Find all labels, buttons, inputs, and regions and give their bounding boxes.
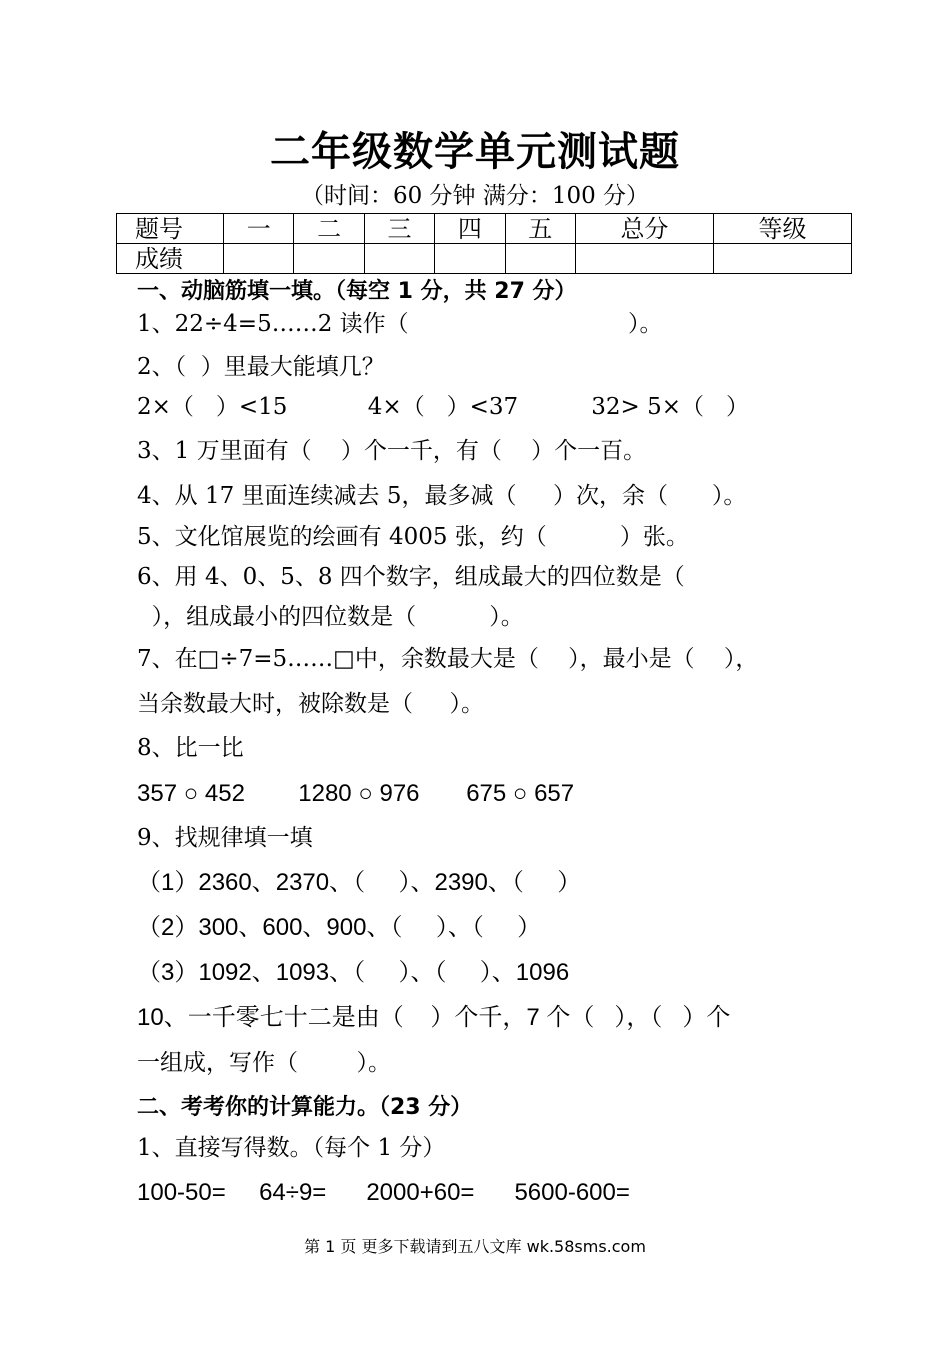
score-cell [505, 244, 575, 274]
score-cell [294, 244, 364, 274]
header-cell-total: 总分 [575, 214, 713, 244]
question-4: 4、从 17 里面连续减去 5，最多减（ ）次，余（ ）。 [137, 483, 747, 509]
question-2-items: 2×（ ）<15 4×（ ）<37 32> 5×（ ） [137, 394, 749, 420]
question-3: 3、1 万里面有（ ）个一千，有（ ）个一百。 [137, 438, 647, 464]
question-5: 5、文化馆展览的绘画有 4005 张，约（ ）张。 [137, 524, 689, 550]
header-cell-grade: 等级 [713, 214, 851, 244]
score-row-label: 成绩 [117, 244, 224, 274]
question-1: 1、22÷4=5……2 读作（ ）。 [137, 311, 663, 337]
score-table-score-row [117, 244, 852, 274]
question-10: 10、一千零七十二是由（ ）个千，7 个（ ），（ ）个 [137, 1004, 731, 1031]
question-8: 8、比一比 [137, 735, 244, 761]
calc-problems: 100-50= 64÷9= 2000+60= 5600-600= [137, 1179, 630, 1206]
score-cell [575, 244, 713, 274]
score-cell [435, 244, 505, 274]
question-9-3: （3）1092、1093、（ ）、（ ）、1096 [137, 959, 570, 986]
question-6-cont: ），组成最小的四位数是（ ）。 [137, 604, 524, 630]
exam-info: （时间：60 分钟 满分：100 分） [300, 183, 650, 209]
score-cell [364, 244, 434, 274]
score-table-header-row [117, 214, 852, 244]
question-9-1: （1）2360、2370、（ ）、2390、（ ） [137, 869, 582, 896]
header-cell-3: 三 [364, 214, 434, 244]
score-cell [224, 244, 294, 274]
header-cell-4: 四 [435, 214, 505, 244]
question-6: 6、用 4、0、5、8 四个数字，组成最大的四位数是（ [137, 564, 685, 590]
section-2-heading: 二、考考你的计算能力。（23 分） [137, 1095, 473, 1120]
header-cell-2: 二 [294, 214, 364, 244]
question-9-2: （2）300、600、900、（ ）、（ ） [137, 914, 542, 941]
header-cell-5: 五 [505, 214, 575, 244]
section-1-heading: 一、动脑筋填一填。（每空 1 分，共 27 分） [137, 279, 577, 304]
page-title: 二年级数学单元测试题 [270, 129, 680, 175]
question-7-cont: 当余数最大时，被除数是（ ）。 [137, 691, 485, 717]
header-cell-label: 题号 [117, 214, 224, 244]
calc-instruction: 1、直接写得数。（每个 1 分） [137, 1135, 446, 1161]
question-7: 7、在□÷7=5……□中，余数最大是（ ），最小是（ ）， [137, 646, 759, 672]
question-2: 2、（ ）里最大能填几？ [137, 354, 385, 380]
question-10-cont: 一组成，写作（ ）。 [137, 1050, 391, 1076]
page-footer: 第 1 页 更多下载请到五八文库 wk.58sms.com [304, 1237, 646, 1256]
question-9: 9、找规律填一填 [137, 825, 313, 851]
score-cell [713, 244, 851, 274]
question-8-compare: 357 ○ 452 1280 ○ 976 675 ○ 657 [137, 780, 575, 807]
header-cell-1: 一 [224, 214, 294, 244]
score-table [116, 213, 852, 274]
